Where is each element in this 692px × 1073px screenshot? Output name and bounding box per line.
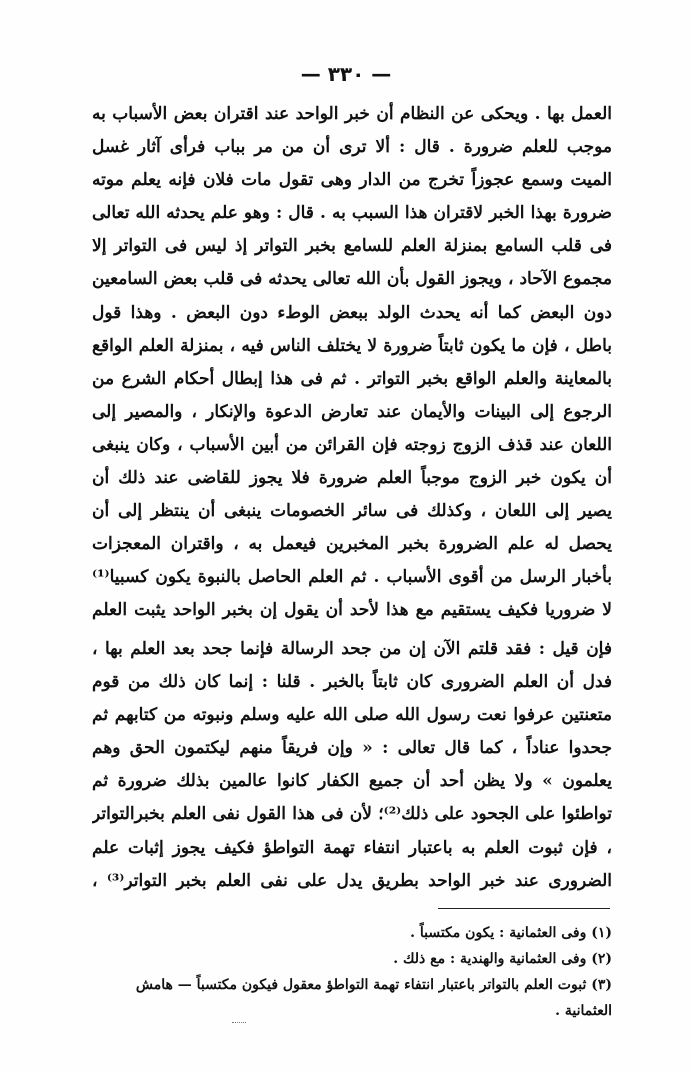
footnote-2: (٢) وفى العثمانية والهندية : مع ذلك . [393,951,612,967]
footnote-3: (٣) ثبوت العلم بالتواتر باعتبار انتفاء تهمة التواطؤ معقول فيكون مكتسباً — هامش العثمانية . [135,977,612,1019]
footnote-divider [438,908,610,909]
main-text-body [92,98,612,903]
paragraph-1: العمل بها . ويحكى عن النظام أن خبر الواحد عند اقتران بعض الأسباب به موجب للعلم ضرورة . قال : ألا ترى أن من مر بباب فرأى آثار غسل الميت وسمع عجوزاً تخرج من الدار وهى تقول مات فلان فإنه يعلم موته ضرورة بهذا الخبر لاقتران هذا السبب به . قال : وهو علم يحدثه الله تعالى فى قلب السامع بمنزلة العلم للسامع بخبر التواتر إذ ليس فى التواتر إلا مجموع الآحاد ، ويجوز القول بأن الله تعالى يحدثه فى قلب بعض السامعين دون البعض كما أنه يحدث الولد ببعض الوطء دون البعض . وهذا قول باطل ، فإن ما يكون ثابتاً ضرورة لا يختلف الناس فيه ، بمنزلة العلم الواقع بالمعاينة والعلم الواقع بخبر التواتر . ثم فى هذا إبطال أحكام الشرع من الرجوع إلى البينات والأيمان عند تعارض الدعوة والإنكار ، والمصير إلى اللعان عند قذف الزوج زوجته فإن القرائن من أبين الأسباب ، وكان ينبغى أن يكون خبر الزوج موجباً العلم ضرورة فلا يجوز للقاضى عند ذلك أن يصير إلى اللعان ، وكذلك فى سائر الخصومات ينبغى أن ينتظر إلى أن يحصل له علم الضرورة بخبر المخبرين فيعمل به ، واقتران المعجزات بأخبار الرسل من أقوى الأسباب . ثم العلم الحاصل بالنبوة يكون كسبيا⁽¹⁾ لا ضروريا فكيف يستقيم مع هذا لأحد أن يقول إن بخبر الواحد يثبت العلم [92,104,612,621]
footnotes [92,920,612,1024]
page-number: — ٣٣٠ — [300,62,392,86]
paragraph-2: فإن قيل : فقد قلتم الآن إن من جحد الرسالة فإنما جحد بعد العلم بها ، فدل أن العلم الضرورى كان ثابتاً بالخبر . قلنا : إنما كان ذلك من قوم متعنتين عرفوا نعت رسول الله صلى الله عليه وسلم ونبوته من كتابهم ثم جحدوا عناداً ، كما قال تعالى : « وإن فريقاً منهم ليكتمون الحق وهم يعلمون » ولا يظن أحد أن جميع الكفار كانوا عالمين بذلك ضرورة ثم تواطئوا على الجحود على ذلك⁽²⁾؛ لأن فى هذا القول نفى العلم بخبرالتواتر ، فإن ثبوت العلم به باعتبار انتفاء تهمة التواطؤ فكيف يجوز إثبات علم الضرورى عند خبر الواحد بطريق يدل على نفى العلم بخبر التواتر⁽³⁾ ، [92,639,612,891]
footnote-1: (١) وفى العثمانية : يكون مكتسباً . [410,925,612,941]
ink-smudge [232,1022,246,1026]
